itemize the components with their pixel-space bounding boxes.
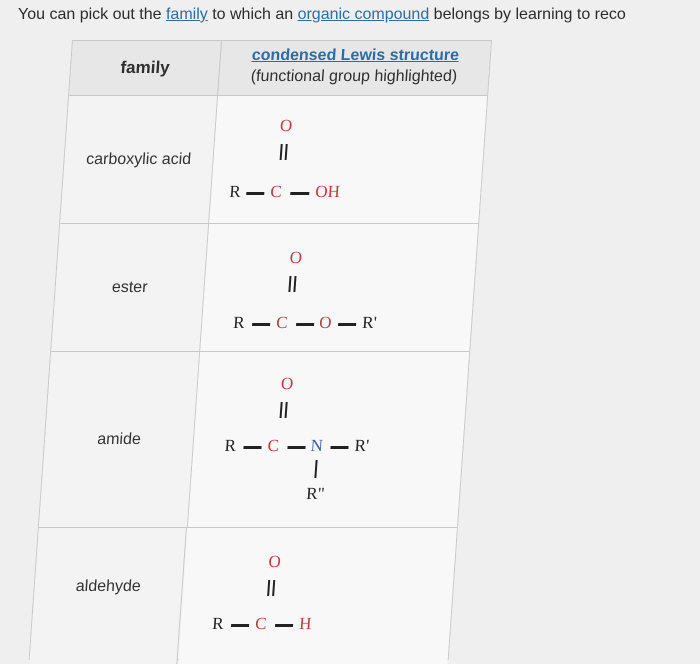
ester-oxygen-label: O [318,313,333,332]
family-ester: ester [51,224,209,352]
bond-line [338,323,356,326]
carbonyl-carbon-label: C [254,614,268,633]
structure-aldehyde [178,528,457,664]
family-link[interactable]: family [165,6,208,23]
bond-line [252,323,270,326]
intro-middle: to which an [207,6,298,23]
intro-text [18,0,700,30]
structure-amide [188,352,469,528]
intro-suffix: belongs by learning to reco [429,6,626,23]
table-row-carboxylic-acid [60,95,487,224]
bond-line [296,323,314,326]
family-aldehyde: aldehyde [29,528,187,664]
r-double-prime-label: R" [305,484,326,503]
carbonyl-carbon-label: C [275,313,289,332]
r-group-label: R [228,182,242,201]
double-bond-line [288,276,296,292]
table-header [69,41,491,96]
family-carboxylic-acid: carboxylic acid [60,96,218,224]
bond-line [287,446,305,449]
functional-group-table [29,40,492,660]
bond-line [246,192,264,195]
vertical-bond-line [314,460,317,478]
carbonyl-oxygen-label: O [267,552,282,571]
structure-header-note: (functional group highlighted) [250,68,458,85]
r-prime-label: R' [353,436,370,455]
carbonyl-carbon-label: C [269,182,283,201]
family-column-header: family [69,41,222,95]
organic-compound-link[interactable]: organic compound [297,6,430,23]
amide-nitrogen-label: N [309,436,324,455]
r-group-label: R [223,436,237,455]
structure-column-header [218,45,490,91]
carbonyl-oxygen-label: O [289,248,303,267]
bond-line [330,446,348,449]
r-group-label: R [211,614,225,633]
structure-ester [200,224,478,352]
carbonyl-carbon-label: C [266,436,280,455]
r-group-label: R [232,313,246,332]
carbonyl-oxygen-label: O [279,116,293,135]
table-row-amide [39,351,469,528]
bond-line [275,624,293,627]
hydroxyl-label: OH [314,182,341,201]
bond-line [290,192,309,195]
family-amide: amide [39,352,200,528]
structure-carboxylic-acid [209,96,487,224]
structure-header-link[interactable]: condensed Lewis structure [251,47,460,64]
double-bond-line [267,580,275,596]
double-bond-line [280,144,288,160]
table-row-aldehyde [29,527,457,664]
aldehyde-hydrogen-label: H [298,614,313,633]
r-prime-label: R' [361,313,378,332]
carbonyl-oxygen-label: O [280,374,294,393]
bond-line [243,446,261,449]
bond-line [231,624,249,627]
table-row-ester [51,223,478,352]
intro-prefix: You can pick out the [18,6,166,23]
double-bond-line [280,402,288,418]
